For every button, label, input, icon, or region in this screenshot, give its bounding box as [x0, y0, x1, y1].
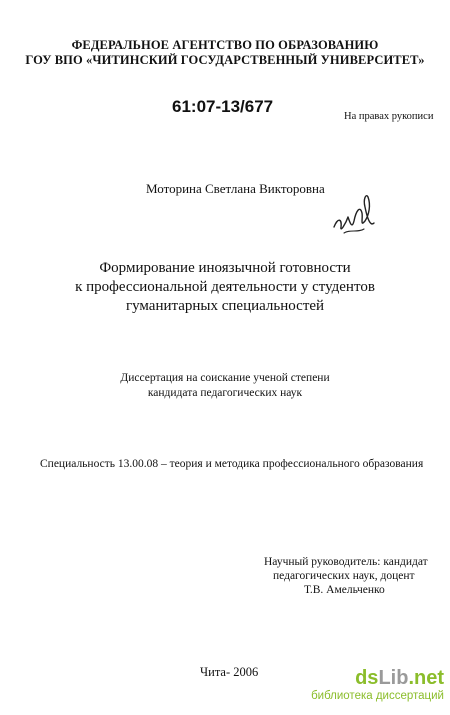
specialty-line: Специальность 13.00.08 – теория и методика профессионального образования	[40, 458, 424, 470]
watermark-lib: Lib	[378, 667, 409, 689]
author-name: Моторина Светлана Викторовна	[146, 181, 325, 196]
dissertation-line-2: кандидата педагогических наук	[147, 387, 303, 399]
supervisor-line-2: педагогических наук, доцент	[273, 570, 415, 582]
agency-name: ФЕДЕРАЛЬНОЕ АГЕНТСТВО ПО ОБРАЗОВАНИЮ	[71, 38, 379, 52]
rights-note: На правах рукописи	[344, 111, 434, 122]
watermark-net: .net	[408, 667, 444, 689]
title-line-1: Формирование иноязычной готовности	[99, 260, 351, 276]
watermark-logo	[355, 668, 444, 688]
watermark-subtitle: библиотека диссертаций	[311, 690, 444, 702]
dissertation-line-1: Диссертация на соискание ученой степени	[120, 372, 330, 384]
title-line-3: гуманитарных специальностей	[125, 298, 325, 314]
dslib-watermark	[311, 667, 450, 712]
title-line-2: к профессиональной деятельности у студентов	[75, 279, 375, 295]
supervisor-line-3: Т.В. Амельченко	[304, 584, 385, 596]
supervisor-line-1: Научный руководитель: кандидат	[264, 556, 428, 568]
city-year: Чита- 2006	[200, 665, 259, 679]
registration-code: 61:07-13/677	[172, 97, 274, 116]
university-name: ГОУ ВПО «ЧИТИНСКИЙ ГОСУДАРСТВЕННЫЙ УНИВЕРСИТЕТ»	[25, 53, 425, 67]
watermark-ds: ds	[355, 667, 379, 689]
signature-icon	[330, 183, 380, 241]
